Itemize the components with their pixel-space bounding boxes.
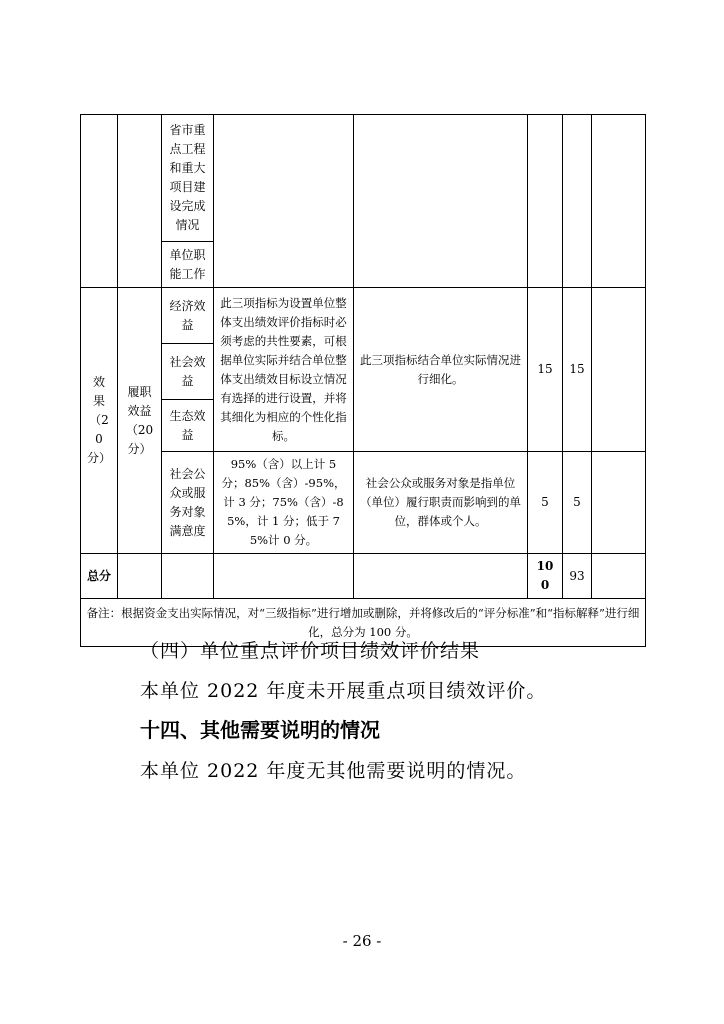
empty-cell <box>592 288 646 452</box>
paragraph: 本单位 2022 年度无其他需要说明的情况。 <box>140 760 527 782</box>
score-cell: 5 <box>563 452 592 554</box>
explanation-cell: 社会公众或服务对象是指单位（单位）履行职责而影响到的单位，群体或个人。 <box>354 452 528 554</box>
evaluation-table <box>80 114 646 647</box>
criterion-cell: 95%（含）以上计 5 分；85%（含）-95%，计 3 分；75%（含）-85%，计 1 分；低于 75%计 0 分。 <box>214 452 354 554</box>
empty-cell <box>592 115 646 288</box>
page-number: - 26 - <box>342 932 382 950</box>
total-score: 93 <box>563 554 592 599</box>
explanation-cell: 此三项指标结合单位实际情况进行细化。 <box>354 288 528 452</box>
empty-cell <box>118 115 162 288</box>
table-note: 备注：根据资金支出实际情况，对“三级指标”进行增加或删除，并将修改后的“评分标准”和“指标解释”进行细化，总分为 100 分。 <box>81 599 646 647</box>
empty-cell <box>118 554 162 599</box>
table-row <box>81 452 646 554</box>
empty-cell <box>81 115 118 288</box>
empty-cell <box>162 554 214 599</box>
total-label: 总分 <box>81 554 118 599</box>
indicator-cell: 生态效益 <box>162 400 214 452</box>
empty-cell <box>563 115 592 288</box>
empty-cell <box>528 115 563 288</box>
level2-cell: 履职效益（20 分） <box>118 288 162 554</box>
sub-heading: （四）单位重点评价项目绩效评价结果 <box>140 640 481 662</box>
empty-cell <box>354 115 528 288</box>
indicator-cell: 单位职能工作 <box>162 242 214 288</box>
criterion-cell: 此三项指标为设置单位整体支出绩效评价指标时必须考虑的共性要素，可根据单位实际并结合单位整体支出绩效目标设立情况有选择的进行设置，并将其细化为相应的个性化指标。 <box>214 288 354 452</box>
total-weight: 100 <box>528 554 563 599</box>
level1-cell: 效 果（20 分） <box>81 288 118 554</box>
paragraph: 本单位 2022 年度未开展重点项目绩效评价。 <box>140 680 547 702</box>
empty-cell <box>354 554 528 599</box>
empty-cell <box>214 115 354 288</box>
empty-cell <box>592 554 646 599</box>
section-heading: 十四、其他需要说明的情况 <box>140 718 380 742</box>
table-row <box>81 115 646 242</box>
weight-cell: 5 <box>528 452 563 554</box>
weight-cell: 15 <box>528 288 563 452</box>
indicator-cell: 经济效益 <box>162 288 214 344</box>
indicator-cell: 省市重点工程和重大项目建设完成情况 <box>162 115 214 242</box>
table-row <box>81 288 646 344</box>
score-cell: 15 <box>563 288 592 452</box>
indicator-cell: 社会公众或服务对象满意度 <box>162 452 214 554</box>
total-row <box>81 554 646 599</box>
empty-cell <box>592 452 646 554</box>
empty-cell <box>214 554 354 599</box>
indicator-cell: 社会效益 <box>162 344 214 400</box>
